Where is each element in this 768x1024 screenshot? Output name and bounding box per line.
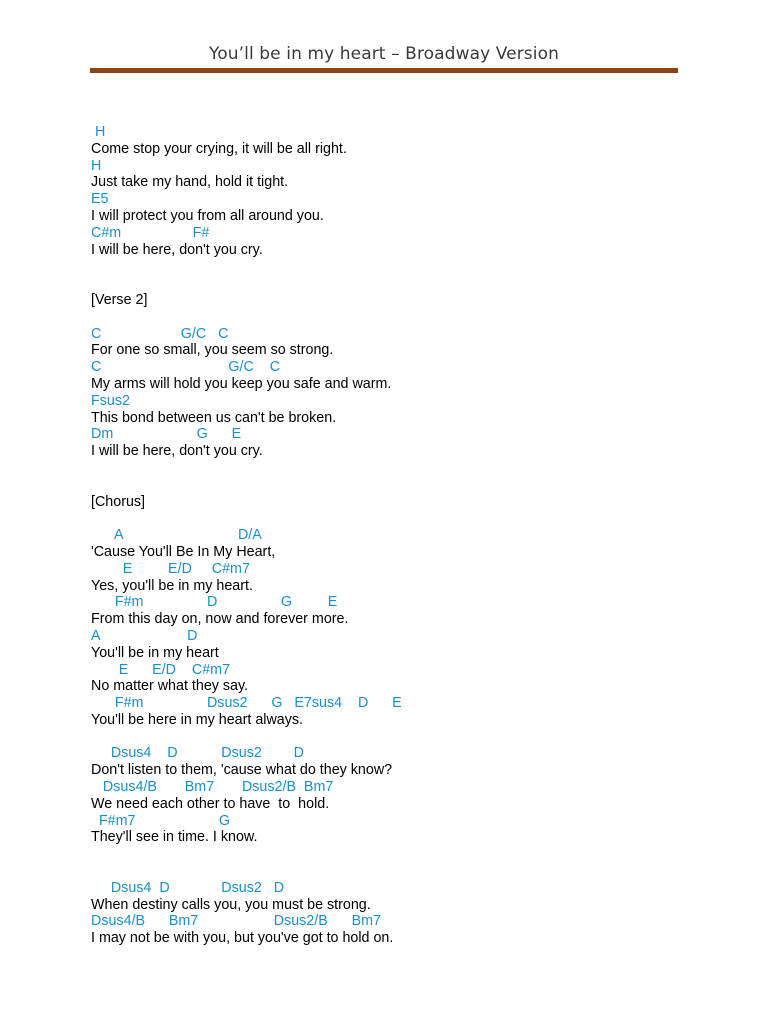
lyric-line: I will be here, don't you cry. — [91, 241, 263, 258]
chord-line: C#m F# — [91, 224, 210, 241]
lyric-line: You'll be in my heart — [91, 644, 219, 661]
blank-line — [91, 309, 402, 326]
chord-line: Dsus4/B Bm7 Dsus2/B Bm7 — [91, 913, 381, 930]
chord-line: H — [91, 157, 102, 174]
song-sheet — [91, 124, 402, 947]
blank-line — [91, 275, 402, 292]
chord-line: C G/C C — [91, 359, 281, 376]
chord-line: E5 — [91, 191, 109, 208]
lyric-line: My arms will hold you keep you safe and warm. — [91, 375, 392, 392]
blank-line — [91, 460, 402, 477]
lyric-line: Just take my hand, hold it tight. — [91, 174, 289, 191]
chord-line: F#m7 G — [91, 812, 231, 829]
page-title: You’ll be in my heart – Broadway Version — [209, 44, 559, 64]
blank-line — [91, 510, 402, 527]
chord-line: E E/D C#m7 — [91, 560, 250, 577]
lyric-line: We need each other to have to hold. — [91, 795, 330, 812]
lyric-line: Come stop your crying, it will be all right. — [91, 140, 347, 157]
title-divider — [90, 68, 678, 73]
blank-line — [91, 846, 402, 863]
lyric-line: They'll see in time. I know. — [91, 829, 258, 846]
chord-line: F#m D G E — [91, 594, 338, 611]
lyric-line: This bond between us can't be broken. — [91, 409, 337, 426]
chord-line: Dsus4/B Bm7 Dsus2/B Bm7 — [91, 779, 334, 796]
chord-line: Dsus4 D Dsus2 D — [91, 879, 285, 896]
lyric-line: I may not be with you, but you've got to hold on. — [91, 930, 394, 947]
lyric-line: When destiny calls you, you must be strong. — [91, 896, 371, 913]
chord-line: Dsus4 D Dsus2 D — [91, 745, 304, 762]
chord-line: Dm G E — [91, 426, 242, 443]
chord-line: A D/A — [91, 527, 262, 544]
chord-line: Fsus2 — [91, 392, 130, 409]
lyric-line: 'Cause You'll Be In My Heart, — [91, 543, 276, 560]
chord-line: H — [91, 124, 106, 140]
chord-line: A D — [91, 627, 198, 644]
lyric-line: From this day on, now and forever more. — [91, 611, 349, 628]
blank-line — [91, 477, 402, 494]
lyric-line: Yes, you'll be in my heart. — [91, 577, 253, 594]
blank-line — [91, 729, 402, 746]
lyric-line: I will protect you from all around you. — [91, 207, 324, 224]
lyric-line: For one so small, you seem so strong. — [91, 342, 334, 359]
chord-line: F#m Dsus2 G E7sus4 D E — [91, 695, 402, 712]
lyric-line: No matter what they say. — [91, 678, 249, 695]
lyric-line: Don't listen to them, 'cause what do they know? — [91, 762, 393, 779]
lyric-line: I will be here, don't you cry. — [91, 443, 263, 460]
lyric-line: You'll be here in my heart always. — [91, 711, 304, 728]
blank-line — [91, 863, 402, 880]
blank-line — [91, 258, 402, 275]
lyric-line: [Chorus] — [91, 493, 146, 510]
chord-line: C G/C C — [91, 325, 229, 342]
lyric-line: [Verse 2] — [91, 291, 148, 308]
chord-line: E E/D C#m7 — [91, 661, 231, 678]
